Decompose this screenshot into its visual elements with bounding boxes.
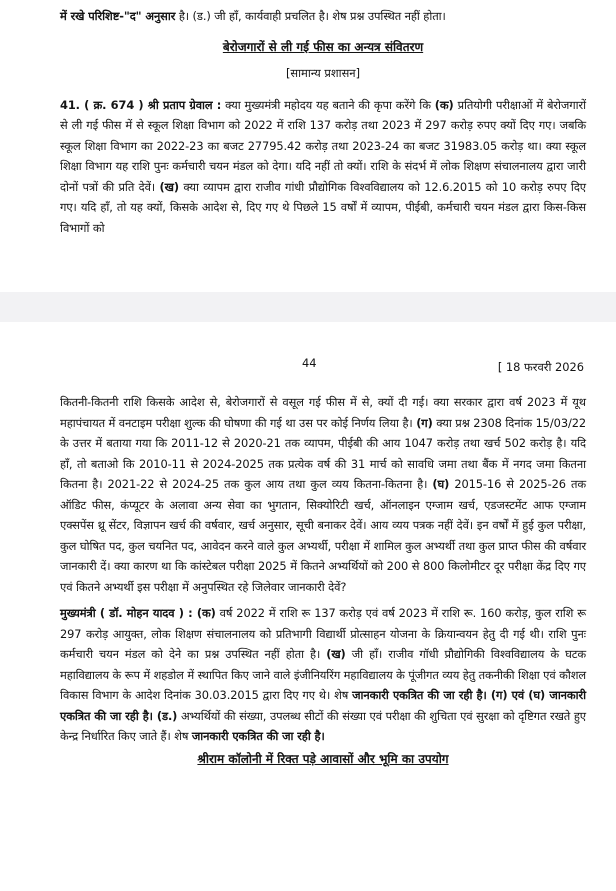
section-heading: बेरोजगारों से ली गई फीस का अन्यत्र संवितरण <box>222 39 424 54</box>
question-text-2: प्रतियोगी परीक्षाओं में बेरोजगारों से ली गई फीस में से स्कूल शिक्षा विभाग को 2022 में राशि 137 करोड़ तथा 2023 में 297 करोड़ रुपए क्यों दिए गए। जबकि स्कूल शिक्षा विभाग का 2022-23 का बजट 27795.42 करोड़ तथा 2023-24 का बजट 31983.05 करोड़ था। क्या स्कूल शिक्षा विभाग यह राशि पुनः कर्मचारी चयन मंडल को देगा। यदि नहीं तो क्यों। राशि के संदर्भ में लोक शिक्षण संचालनालय द्वारा जारी दोनों पत्रों की प्रति देवें। <box>60 97 587 194</box>
top-line-bold: में रखे परिशिष्ट-"द" अनुसार <box>60 9 176 23</box>
question-paragraph <box>60 95 586 239</box>
continuation-text-2: क्या प्रश्न 2308 दिनांक 15/03/22 के उत्तर में बताया गया कि 2011-12 से 2020-21 तक व्यापम, पीईबी की आय 1047 करोड़ तथा खर्च 502 करोड़ है। यदि हाँ, तो बताओ कि 2010-11 से 2024-2025 तक प्रत्येक वर्ष की 31 मार्च को सावधि जमा तथा बैंक में नगद जमा कितना कितना है। 2021-22 से 2024-25 तक कुल आय तथा कुल व्यय कितना-कितना है। <box>60 415 586 491</box>
part-g-label: (ग) <box>416 415 433 430</box>
answer-bold-1: जानकारी एकत्रित की जा रही है। (ग) एवं (घ) जानकारी एकत्रित की जा रही है। <box>60 688 586 723</box>
answer-bold-2: जानकारी एकत्रित की जा रही है। <box>191 729 325 743</box>
answer-label: मुख्यमंत्री ( डॉ. मोहन यादव ) : (क) <box>60 606 216 620</box>
answer-kh-label: (ख) <box>326 647 346 661</box>
top-line <box>60 6 586 27</box>
answer-d-label: (ड.) <box>152 708 178 723</box>
question-text-3: क्या व्यापम द्वारा राजीव गांधी प्रौद्योगिक विश्वविद्यालय को 12.6.2015 को 10 करोड़ रुपए दिए गए। यदि हाँ, तो यह क्यों, किसके आदेश से, दिए गए थे पिछले 15 वर्षों में व्यापम, पीईबी, कर्मचारी चयन मंडल द्वारा किस-किस विभागों को <box>60 179 587 235</box>
question-text-1: क्या मुख्यमंत्री महोदय यह बताने की कृपा करेंगे कि <box>221 97 435 112</box>
continuation-text-1: कितनी-कितनी राशि किसके आदेश से, बेरोजगारों से वसूल गई फीस में से, क्यों दी गई। क्या सरकार द्वारा वर्ष 2023 में यूथ महापंचायत में वनटाइम परीक्षा शुल्क की घोषणा की गई था उस पर कोई निर्णय लिया है। <box>60 395 586 430</box>
answer-text-2: जी हाँ। राजीव गॉधी प्रौद्योगिकी विश्वविद्यालय के घटक महाविद्यालय के रूप में शहडोल में स्थापित किए जाने वाले इंजीनियरिंग महाविद्यालय के पूंजीगत व्यय हेतु तकनीकी शिक्षा एवं कौशल विकास विभाग के आदेश दिनांक 30.03.2015 द्वारा दिए गए थे। शेष <box>60 647 586 702</box>
answer-text-1: वर्ष 2022 में राशि रू 137 करोड़ एवं वर्ष 2023 में राशि रू. 160 करोड़, कुल राशि रू 297 करोड़ आयुक्त, लोक शिक्षण संचालनालय को प्रतिभागी विद्यार्थी प्रोत्साहन योजना के क्रियान्वयन हेतु दी गई थी। राशि पुनः कर्मचारी चयन मंडल को देने का प्रश्न उपस्थित नहीं होता है। <box>60 606 587 661</box>
page-two <box>0 322 616 891</box>
part-kh-label: (ख) <box>159 179 179 194</box>
question-label: 41. ( क्र. 674 ) श्री प्रताप ग्रेवाल : <box>60 97 222 112</box>
page-header <box>60 322 586 374</box>
page-date: [ 18 फरवरी 2026 <box>497 360 584 374</box>
part-k-label: (क) <box>434 97 454 112</box>
part-gh-label: (घ) <box>432 477 450 491</box>
page-one <box>0 0 616 292</box>
answer-paragraph <box>60 603 586 747</box>
answer-text-3: अभ्यर्थियों की संख्या, उपलब्ध सीटों की संख्या एवं परीक्षा की शुचिता एवं सुरक्षा को दृष्टिगत रखते हुए केन्द्र निर्धारित किए जाते हैं। शेष <box>60 708 586 743</box>
question-continuation <box>60 392 586 597</box>
page-number: 44 <box>302 356 317 370</box>
next-section-heading: श्रीराम कॉलोनी में रिक्त पड़े आवासों और भूमि का उपयोग <box>197 751 449 766</box>
continuation-text-3: 2015-16 से 2025-26 तक ऑडिट फीस, कंप्यूटर के अलावा अन्य सेवा का भुगतान, सिक्योरिटी खर्च, ऑनलाइन एग्जाम खर्च, एडजस्टमेंट आफ एग्जाम एक्सपेंस थ्रू सेंटर, विज्ञापन खर्च की वर्षवार, खर्च अनुसार, सूची बनाकर देवें। आय व्यय पत्रक नहीं देवें। इन वर्षों में हुई कुल परीक्षा, कुल घोषित पद, कुल चयनित पद, आवेदन करने वाले कुल अभ्यर्थी, परीक्षा में शामिल कुल अभ्यर्थी तथा कुल प्राप्त फीस की वर्षवार जानकारी दें। क्या कारण था कि कांस्टेबल परीक्षा 2025 में कितने अभ्यर्थियों को 200 से 800 किलोमीटर दूर परीक्षा केंद्र दिए गए एवं कितने अभ्यर्थी इस परीक्षा में अनुपस्थित रहे जिलेवार जानकारी देवें? <box>60 477 587 594</box>
department-label: [सामान्य प्रशासन] <box>285 65 361 80</box>
top-line-text: है। (ड.) जी हाँ, कार्यवाही प्रचलित है। शेष प्रश्न उपस्थित नहीं होता। <box>175 9 446 23</box>
